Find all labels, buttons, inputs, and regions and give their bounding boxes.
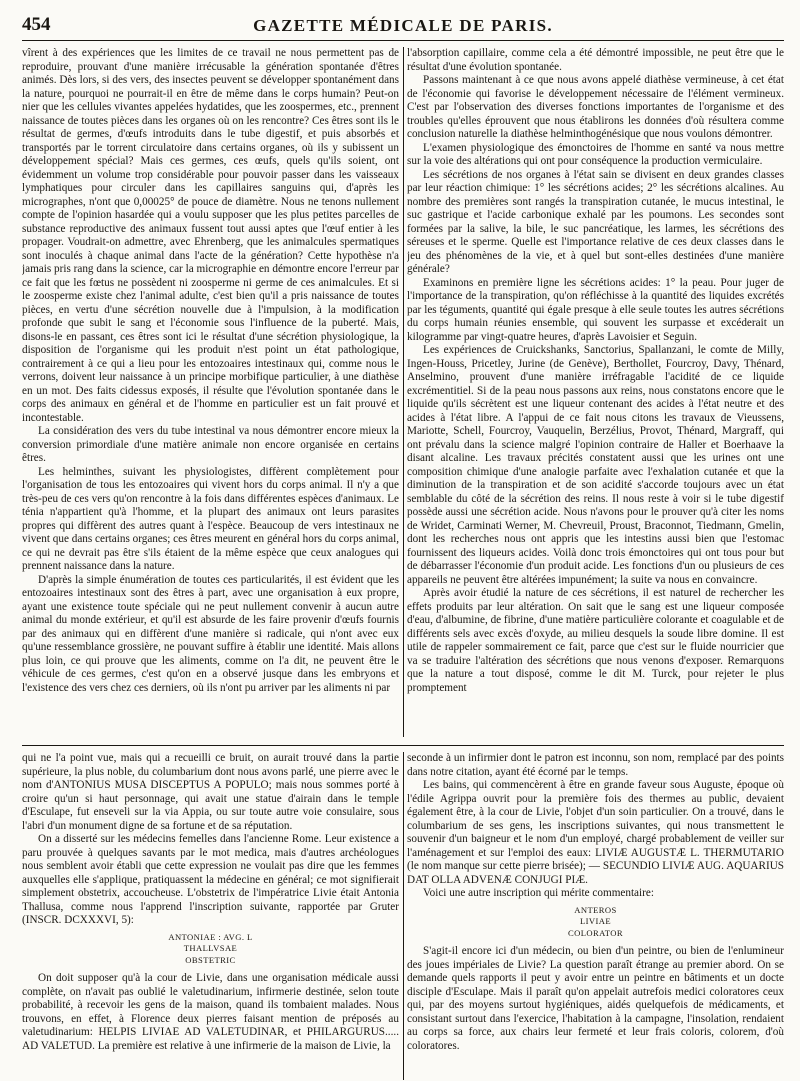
inscription-line: LIVIAE xyxy=(579,916,612,927)
paragraph: Les helminthes, suivant les physiologistes, diffèrent complètement pour l'organisation de tous les entozoaires qui vivent hors du corps animal. Il n'y a que très-peu de ces vers qu'on rencontre à la fois dans différentes espèces d'animaux. Le ténia n'appartient qu'à l'homme, et la plupart des animaux ont leurs parasites propres qui diffèrent des autres quant à l'espèce. Beaucoup de vers intestinaux ne vivent que dans certains organes; ces êtres meurent en général hors du corps animal, ce qui ne devrait pas être s'ils étaient de la même espèce que ceux analogues qui prennent naissance dans la nature. xyxy=(22,465,399,572)
bottom-left-column xyxy=(22,752,399,1080)
bottom-right-column xyxy=(407,752,784,1080)
paragraph: Les bains, qui commencèrent à être en grande faveur sous Auguste, époque où l'édile Agrippa ouvrit pour la première fois des thermes au public, devaient également être, à la cour de Livie, l'objet d'un soin particulier. On a trouvé, dans le columbarium de ses gens, les inscriptions suivantes, qui nous transmettent le souvenir d'un baigneur et le nom d'un employé, chargé probablement de veiller sur l'aménagement et sur l'emploi des eaux: LIVIÆ AUGUSTÆ L. THERMUTARIO (le nom manque sur cette pierre brisée); — SECUNDIO LIVIÆ AUG. AQUARIUS DAT OLLA ADVENÆ CONJUGI PIÆ. xyxy=(407,779,784,886)
inscription-line: COLORATOR xyxy=(567,927,623,938)
paragraph: qui ne l'a point vue, mais qui a recueilli ce bruit, on aurait trouvé dans la partie supérieure, la plus noble, du columbarium dont nous avons parlé, une pierre avec le nom d'ANTONIUS MUSA DISCEPTUS A POPULO; mais nous sommes porté à croire qu'un si haut personnage, qui avait une statue d'airain dans le temple d'Esculape, fut enseveli sur la via Appia, ou sur toute autre voie consulaire, sous l'abri d'un monument digne de sa fortune et de sa réputation. xyxy=(22,752,399,832)
inscription-thallusa xyxy=(22,932,399,967)
top-section xyxy=(22,47,784,737)
inscription-anteros xyxy=(407,905,784,940)
inscription-line: THALLVSAE xyxy=(183,943,238,954)
page-number: 454 xyxy=(22,14,51,35)
page-header xyxy=(22,12,784,41)
paragraph: Les expériences de Cruickshanks, Sanctorius, Spallanzani, le comte de Milly, Ingen-Houss, Pricetley, Jurine (de Genève), Berthollet, Fourcroy, Davy, Thénard, Anselmino, prouvent d'une manière irréfragable l'acidité de ce liquide excrémentitiel. Si de la peau nous passons aux reins, nous constatons encore que le liquide qu'ils sécrètent est une liqueur contenant des acides à l'état neutre et des acides à l'état libre. A l'appui de ce fait nous citons les travaux de Vieussens, Mariotte, Schell, Fourcroy, Vauquelin, Berzélius, Provot, Thénard, Margraff, qui ont prévalu dans la science malgré l'opinion contraire de Haller et Boerhaave la disant alcaline. Les travaux précités constatent aussi que les urines ont une composition chimique d'une analogie parfaite avec l'exhalation cutanée et que la diminution de la transpiration et de son acidité s'accorde toujours avec un état semblable du côté de la sécrétion des reins. Il nous reste à voir si le tube digestif possède aussi une sécrétion acide. Nous n'avons pour le prouver qu'à citer les noms de Wridet, Carminati Werner, M. Chevreuil, Proust, Braconnot, Tiedmann, Gmelin, dont les recherches nous ont appris que les intestins aussi bien que l'estomac fournissent des liqueurs acides. Voilà donc trois émonctoires qui ont tous pour but de débarrasser l'économie d'un produit acide. Les fonctions d'un ou plusieurs de ces appareils ne peuvent être altérées impunément; la suite va nous en convaincre. xyxy=(407,344,784,586)
inscription-line: ANTONIAE : AVG. L xyxy=(168,931,253,942)
top-left-column xyxy=(22,47,399,737)
paragraph: Passons maintenant à ce que nous avons appelé diathèse vermineuse, à cet état de l'économie qui favorise le développement nécessaire de l'élément vermineux. C'est par l'observation des diverses fonctions importantes de l'organisme et des troubles qu'elles éprouvent que nous établirons les données d'où résultera comme conclusion naturelle la diathèse helminthogénésique que nous voulons démontrer. xyxy=(407,74,784,140)
inscription-line: ANTEROS xyxy=(574,904,617,915)
paragraph: D'après la simple énumération de toutes ces particularités, il est évident que les entozoaires intestinaux sont des êtres à part, avec une organisation à eux propre, ayant une existence toute spéciale qui ne peut nullement convenir à aucun autre animal du monde extérieur, et qu'il est absurde de les faire provenir d'œufs fournis par des animaux qui en diffèrent d'une manière si radicale, qui n'ont avec eux qu'une ressemblance grossière, ne pouvant suffire à établir une identité. Mais allons plus loin, ce qui prouve que les aliments, comme on l'a dit, ne peuvent être le véhicule de ces germes, c'est qu'on en a observé jusque dans les embryons et l'existence des vers chez ces derniers, où ils n'ont pu arriver par les aliments ni par xyxy=(22,573,399,694)
column-divider xyxy=(403,47,404,737)
paragraph: Examinons en première ligne les sécrétions acides: 1° la peau. Pour juger de l'importance de la transpiration, qu'on réfléchisse à la quantité des liquides excrétés par les téguments, quantité qui égale presque à elle seule toutes les autres sécrétions du corps humain réunies ensemble, qui souvent les surpasse et excéderait un kilogramme par vingt-quatre heures, d'après Lavoisier et Seguin. xyxy=(407,276,784,343)
inscription-line: OBSTETRIC xyxy=(185,954,236,965)
paragraph: Après avoir étudié la nature de ces sécrétions, il est naturel de rechercher les effets produits par leur altération. On sait que le sang est une liqueur composée d'eau, d'albumine, de fibrine, d'une matière particulière colorante et coagulable et de différents sels avec excès d'oxyde, au milieu desquels la soude libre domine. Il est utile de rappeler sommairement ce fait, parce que c'est sur le fluide nourricier que va se traduire l'altération des sécrétions que nous venons d'exposer. Remarquons que la nature a tout disposé, comme le dit M. Turck, pour rejeter le plus promptement xyxy=(407,587,784,694)
paragraph: vîrent à des expériences que les limites de ce travail ne nous permettent pas de reproduire, prouvant d'une manière irrécusable la génération spontanée d'êtres animés. Dès lors, si des vers, des insectes peuvent se développer spontanément dans la nature, pourquoi ne pourrait-il en être de même dans le corps humain? Peut-on nier que les cellules vivantes appelées hydatides, que les zoospermes, etc., prennent naissance de toutes pièces dans les organes où on les rencontre? Ces êtres sont ils le résultat de germes, d'œufs introduits dans le tube digestif, et puis absorbés et transportés par le torrent circulatoire dans certains organes, où ils y subissent un développement spécial? Mais ces germes, ces œufs, quels qu'ils soient, ont évidemment un volume trop considérable pour pouvoir passer dans les vaisseaux lymphatiques pour circuler dans les capillaires sanguins qui, d'après les micrographes, n'ont que 0,00025° de pouce de diamètre. Nous ne tenons nullement compte de l'opinion hasardée qui a voulu supposer que les plus petites parcelles de substance reproductive des animaux fussent tout aussi aptes que l'œuf entier à les propager. Voudrait-on admettre, avec Ehrenberg, que les animalcules spermatiques sont inoculés à chaque animal dans l'acte de la génération? Cette hypothèse n'a jamais pris rang dans la science, car la micrographie en démontre encore l'erreur par ce fait que les fœtus ne possèdent ni zoosperme ni germe de ces animalcules. Et si le zoosperme existe chez l'animal adulte, c'est bien qu'il a pris naissance de toutes pièces, en vertu d'une sécrétion nouvelle due à l'impulsion, à la modification profonde que subit le sang et l'économie sous l'influence de la puberté. Mais, disons-le en passant, ces êtres sont ici le résultat d'une sécrétion physiologique, la disposition de l'organisme qui les produit n'est point un état pathologique, contrairement à ce qui a lieu pour les entozoaires intestinaux qui, comme nous le verrons, doivent leur naissance à un principe morbifique particulier, à une diathèse en un mot. Des faits cidessus exposés, il résulte que l'évolution spontanée dans le corps des animaux en général et de l'homme en particulier est un fait prouvé et incontestable. xyxy=(22,47,399,424)
paragraph: L'examen physiologique des émonctoires de l'homme en santé va nous mettre sur la voie des altérations qui ont pour conséquence la production vermiculaire. xyxy=(407,141,784,167)
paragraph: On a disserté sur les médecins femelles dans l'ancienne Rome. Leur existence a paru prouvée à quelques savants par le mot medica, mais d'autres archéologues nous semblent avoir établi que cette expression ne voulait pas dire que les femmes auxquelles elle s'applique, pratiquassent la médecine en général; ce mot signifierait simplement obstetrix, accoucheuse. L'obstetrix de l'impératrice Livie était Antonia Thallusa, comme nous l'apprend l'inscription suivante, rapportée par Gruter (INSCR. DCXXXVI, 5): xyxy=(22,833,399,926)
paragraph: On doit supposer qu'à la cour de Livie, dans une organisation médicale aussi complète, on n'avait pas oublié le valetudinarium, infirmerie destinée, selon toute probabilité, à recevoir les gens de la maison, quand ils tombaient malades. Nous trouvons, en effet, à Florence deux pierres faisant mention de préposés au valetudinarium: HELPIS LIVIAE AD VALETUDINAR, et PHILARGURUS..... AD VALETUD. La première est relative à une infirmerie de la maison de Livie, la xyxy=(22,972,399,1052)
top-right-column xyxy=(407,47,784,737)
paragraph: l'absorption capillaire, comme cela a été démontré impossible, ne peut être que le résultat d'une évolution spontanée. xyxy=(407,47,784,73)
paragraph: Voici une autre inscription qui mérite commentaire: xyxy=(423,887,654,899)
column-divider xyxy=(403,752,404,1080)
paragraph: Les sécrétions de nos organes à l'état sain se divisent en deux grandes classes par leur réaction chimique: 1° les sécrétions acides; 2° les sécrétions alcalines. Au nombre des premières sont rangés la transpiration cutanée, le mucus intestinal, le suc gastrique et l'acide carbonique exhalé par les poumons. Les secondes sont formées par la salive, la bile, le suc pancréatique, les larmes, les sécrétions des séreuses et le sperme. Quelle est l'importance relative de ces deux classes dans le jeu des phénomènes de la vie, et à quel but sont-elles destinées d'une manière générale? xyxy=(407,168,784,275)
paragraph: S'agit-il encore ici d'un médecin, ou bien d'un peintre, ou bien de l'enlumineur des joues impériales de Livie? La question paraît étrange au premier abord. On se demande quels rapports il peut y avoir entre un peintre en bâtiments et un docte disciple d'Esculape. Mais il paraît qu'on appelait autrefois medici coloratores ceux qui, par des moyens surtout hygiéniques, aidés quelquefois de médicaments, et consistant surtout dans l'exercice, l'habitation à la campagne, l'insolation, rendaient au corps sa force, aux chairs leur fermeté et leur frais coloris, colorem, d'où coloratores. xyxy=(407,945,784,1052)
feuilleton-section xyxy=(22,752,784,1080)
journal-title: GAZETTE MÉDICALE DE PARIS. xyxy=(253,16,553,35)
paragraph: La considération des vers du tube intestinal va nous démontrer encore mieux la conversion primordiale d'une matière animale non encore organisée en certains êtres. xyxy=(22,425,399,464)
paragraph: seconde à un infirmier dont le patron est inconnu, son nom, remplacé par des points dans notre citation, ayant été écorné par le temps. xyxy=(407,752,784,778)
section-divider xyxy=(22,745,784,746)
